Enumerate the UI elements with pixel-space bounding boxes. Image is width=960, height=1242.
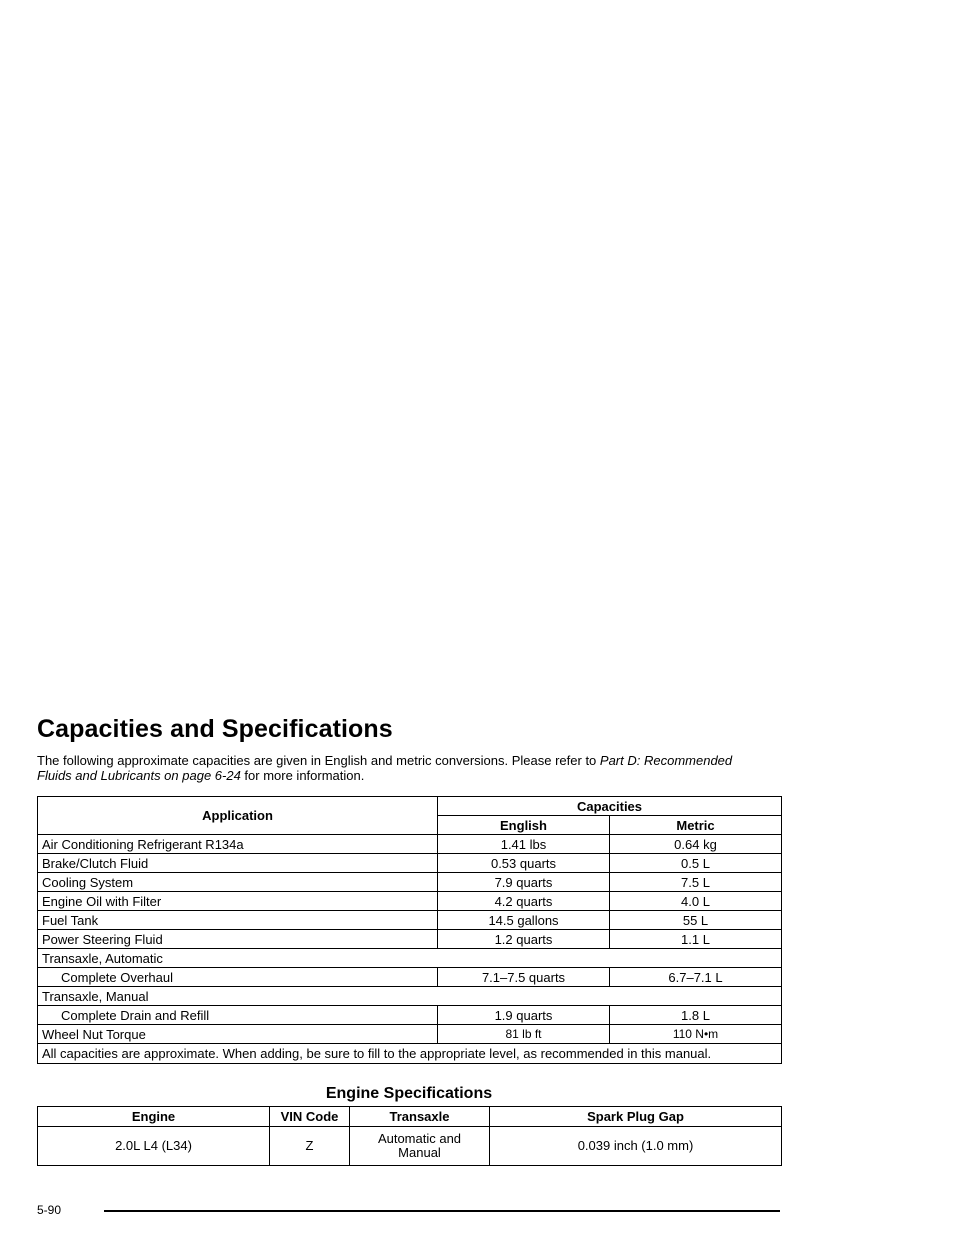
table-group-row bbox=[38, 987, 782, 1006]
application-cell: Power Steering Fluid bbox=[38, 930, 438, 949]
metric-cell: 110 N•m bbox=[610, 1025, 782, 1044]
capacities-table bbox=[37, 796, 782, 1064]
header-engine: Engine bbox=[38, 1107, 270, 1127]
table-group-row bbox=[38, 949, 782, 968]
vin-code-cell: Z bbox=[270, 1127, 350, 1166]
metric-cell: 1.1 L bbox=[610, 930, 782, 949]
application-cell: Engine Oil with Filter bbox=[38, 892, 438, 911]
english-cell: 1.9 quarts bbox=[438, 1006, 610, 1025]
spark-plug-gap-cell: 0.039 inch (1.0 mm) bbox=[490, 1127, 782, 1166]
english-cell: 1.41 lbs bbox=[438, 835, 610, 854]
application-cell: Complete Overhaul bbox=[38, 968, 438, 987]
table-row bbox=[38, 1006, 782, 1025]
metric-cell: 6.7–7.1 L bbox=[610, 968, 782, 987]
table-row bbox=[38, 854, 782, 873]
intro-text: The following approximate capacities are given in English and metric conversions. Please refer to bbox=[37, 753, 600, 768]
group-label-cell: Transaxle, Automatic bbox=[38, 949, 782, 968]
engine-specifications-table bbox=[37, 1106, 782, 1166]
metric-cell: 0.5 L bbox=[610, 854, 782, 873]
table-note-row bbox=[38, 1044, 782, 1064]
header-transaxle: Transaxle bbox=[350, 1107, 490, 1127]
transaxle-line: Automatic and bbox=[377, 1131, 462, 1146]
application-cell: Cooling System bbox=[38, 873, 438, 892]
application-cell: Air Conditioning Refrigerant R134a bbox=[38, 835, 438, 854]
transaxle-line: Manual bbox=[398, 1145, 441, 1160]
english-cell: 7.1–7.5 quarts bbox=[438, 968, 610, 987]
table-row bbox=[38, 968, 782, 987]
header-capacities: Capacities bbox=[438, 797, 782, 816]
application-cell: Fuel Tank bbox=[38, 911, 438, 930]
metric-cell: 7.5 L bbox=[610, 873, 782, 892]
page-title: Capacities and Specifications bbox=[37, 715, 393, 743]
engine-cell: 2.0L L4 (L34) bbox=[38, 1127, 270, 1166]
table-row bbox=[38, 930, 782, 949]
header-spark-plug-gap: Spark Plug Gap bbox=[490, 1107, 782, 1127]
table-row bbox=[38, 892, 782, 911]
capacities-header-row bbox=[38, 797, 782, 816]
metric-cell: 4.0 L bbox=[610, 892, 782, 911]
metric-cell: 1.8 L bbox=[610, 1006, 782, 1025]
engine-header-row bbox=[38, 1107, 782, 1127]
intro-paragraph bbox=[37, 753, 757, 783]
header-vin-code: VIN Code bbox=[270, 1107, 350, 1127]
intro-tail: for more information. bbox=[240, 768, 365, 783]
application-cell: Complete Drain and Refill bbox=[38, 1006, 438, 1025]
transaxle-cell bbox=[350, 1127, 490, 1166]
application-cell: Wheel Nut Torque bbox=[38, 1025, 438, 1044]
metric-cell: 0.64 kg bbox=[610, 835, 782, 854]
table-row bbox=[38, 911, 782, 930]
table-row bbox=[38, 873, 782, 892]
english-cell: 1.2 quarts bbox=[438, 930, 610, 949]
intro-reference-link[interactable]: Part D: Recommended Fluids and Lubricants on page 6-24 bbox=[37, 753, 733, 783]
english-cell: 7.9 quarts bbox=[438, 873, 610, 892]
header-metric: Metric bbox=[610, 816, 782, 835]
table-row bbox=[38, 835, 782, 854]
application-cell: Brake/Clutch Fluid bbox=[38, 854, 438, 873]
english-cell: 4.2 quarts bbox=[438, 892, 610, 911]
english-cell: 14.5 gallons bbox=[438, 911, 610, 930]
engine-specifications-title: Engine Specifications bbox=[325, 1085, 493, 1102]
header-english: English bbox=[438, 816, 610, 835]
table-row bbox=[38, 1127, 782, 1166]
english-cell: 0.53 quarts bbox=[438, 854, 610, 873]
group-label-cell: Transaxle, Manual bbox=[38, 987, 782, 1006]
metric-cell: 55 L bbox=[610, 911, 782, 930]
table-row bbox=[38, 1025, 782, 1044]
english-cell: 81 lb ft bbox=[438, 1025, 610, 1044]
page-number: 5-90 bbox=[37, 1203, 62, 1217]
header-application: Application bbox=[38, 797, 438, 835]
capacities-note: All capacities are approximate. When adding, be sure to fill to the appropriate level, as recommended in this manual. bbox=[38, 1044, 782, 1064]
footer-rule bbox=[104, 1210, 780, 1212]
